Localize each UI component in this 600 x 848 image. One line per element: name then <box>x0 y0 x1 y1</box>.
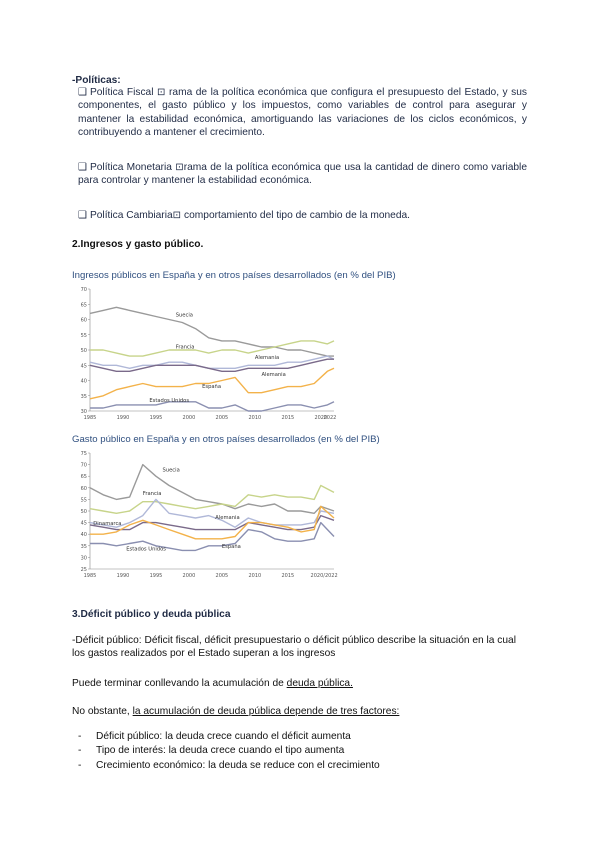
chart1-title: Ingresos públicos en España y en otros países desarrollados (en % del PIB) <box>72 270 396 281</box>
y-tick-label: 60 <box>80 485 87 492</box>
series-line-4 <box>90 359 334 371</box>
series-line-1 <box>90 307 334 356</box>
x-tick-label: 2020 <box>314 415 328 421</box>
section3-heading: 3.Déficit público y deuda pública <box>72 609 231 620</box>
y-tick-label: 40 <box>80 532 87 539</box>
x-tick-label: 2000 <box>182 573 196 579</box>
series-line-3 <box>90 499 334 527</box>
y-tick-label: 50 <box>80 348 87 354</box>
y-tick-label: 25 <box>80 567 87 573</box>
x-tick-label: 2015 <box>281 573 295 579</box>
deficit-term: -Déficit público: <box>72 635 142 646</box>
y-tick-label: 55 <box>80 497 87 504</box>
y-tick-label: 60 <box>80 317 87 324</box>
series-label: Francia <box>175 344 195 351</box>
deficit-definition: -Déficit público: Déficit fiscal, déficit presupuestario o déficit público describe la situación en la cual los gastos realizados por el Estado superan a los ingresos <box>72 635 516 660</box>
series-label: Alemania <box>215 515 240 522</box>
list-item: - Déficit público: la deuda crece cuando el déficit aumenta <box>78 731 351 742</box>
y-tick-label: 75 <box>80 451 87 457</box>
series-label: España <box>202 384 222 391</box>
y-tick-label: 45 <box>80 363 87 370</box>
politica-monetaria-item: ❑ Política Monetaria ⊡rama de la política económica que usa la cantidad de dinero como variable para controlar y mantener la estabilidad económica. <box>78 162 527 187</box>
y-tick-label: 70 <box>80 287 87 293</box>
y-tick-label: 40 <box>80 378 87 385</box>
checkbox-icon: ❑ <box>78 210 87 221</box>
checkbox-icon: ❑ <box>78 162 87 173</box>
series-label: Suecia <box>175 312 193 319</box>
series-line-4 <box>90 516 334 530</box>
y-tick-label: 35 <box>80 393 87 400</box>
x-tick-label: 1990 <box>116 573 130 579</box>
y-tick-label: 55 <box>80 332 87 339</box>
x-tick-label: 2000 <box>182 415 196 421</box>
y-tick-label: 65 <box>80 302 87 309</box>
deuda-paragraph: Puede terminar conllevando la acumulación de deuda pública. <box>72 678 353 689</box>
y-tick-label: 35 <box>80 543 87 550</box>
series-label: Alemania <box>261 371 286 378</box>
x-tick-label: 1995 <box>149 415 163 421</box>
series-label: Estados Unidos <box>149 397 190 404</box>
x-tick-label: 2022 <box>323 415 337 421</box>
checkbox-icon: ❑ <box>78 87 87 98</box>
politica-fiscal-item: ❑ Política Fiscal ⊡ rama de la política económica que configura el presupuesto del Estado, y sus componentes, el gasto público y los impuestos, como variables de control para asegurar y mantener la estabilidad económica, amortiguando las variaciones de los ciclos económicos, y contribuyendo a mantener el crecimiento. <box>78 87 527 139</box>
x-tick-label: 1990 <box>116 415 130 421</box>
x-tick-label: 2010 <box>248 573 262 579</box>
y-tick-label: 30 <box>80 409 87 415</box>
x-tick-label: 2005 <box>215 573 229 579</box>
politicas-heading: -Políticas: <box>72 75 121 86</box>
section2-heading: 2.Ingresos y gasto público. <box>72 239 204 250</box>
y-tick-label: 45 <box>80 520 87 527</box>
list-item: - Tipo de interés: la deuda crece cuando el tipo aumenta <box>78 745 345 757</box>
y-tick-label: 70 <box>80 462 87 469</box>
series-label: Dinamarca <box>93 520 122 527</box>
series-label: España <box>221 544 241 551</box>
x-tick-label: 2010 <box>248 415 262 421</box>
chart2-title: Gasto público en España y en otros países desarrollados (en % del PIB) <box>72 434 380 445</box>
factores-paragraph: No obstante, la acumulación de deuda pública depende de tres factores: <box>72 706 400 717</box>
x-tick-label: 1985 <box>83 573 97 579</box>
series-line-2 <box>90 486 334 514</box>
x-tick-label: 1995 <box>149 573 163 579</box>
series-label: Estados Unidos <box>126 546 166 553</box>
y-tick-label: 65 <box>80 474 87 481</box>
deuda-publica-link: deuda pública. <box>286 678 353 689</box>
x-tick-label: 2005 <box>215 415 229 421</box>
politica-cambiaria-item: ❑ Política Cambiaria⊡ comportamiento del tipo de cambio de la moneda. <box>78 210 410 221</box>
chart1-ingresos <box>72 283 342 421</box>
list-item: - Crecimiento económico: la deuda se reduce con el crecimiento <box>78 759 380 771</box>
series-label: Alemania <box>254 355 280 362</box>
factor-list <box>78 730 380 772</box>
series-line-6 <box>90 402 334 411</box>
x-tick-label: 2015 <box>281 415 295 421</box>
chart2-gasto <box>72 447 342 579</box>
x-tick-label: 2020/2022 <box>310 573 338 579</box>
series-label: Francia <box>142 490 162 497</box>
series-label: Suecia <box>162 467 180 474</box>
y-tick-label: 50 <box>80 509 87 515</box>
y-tick-label: 30 <box>80 555 87 562</box>
x-tick-label: 1985 <box>83 415 97 421</box>
series-line-2 <box>90 341 334 356</box>
